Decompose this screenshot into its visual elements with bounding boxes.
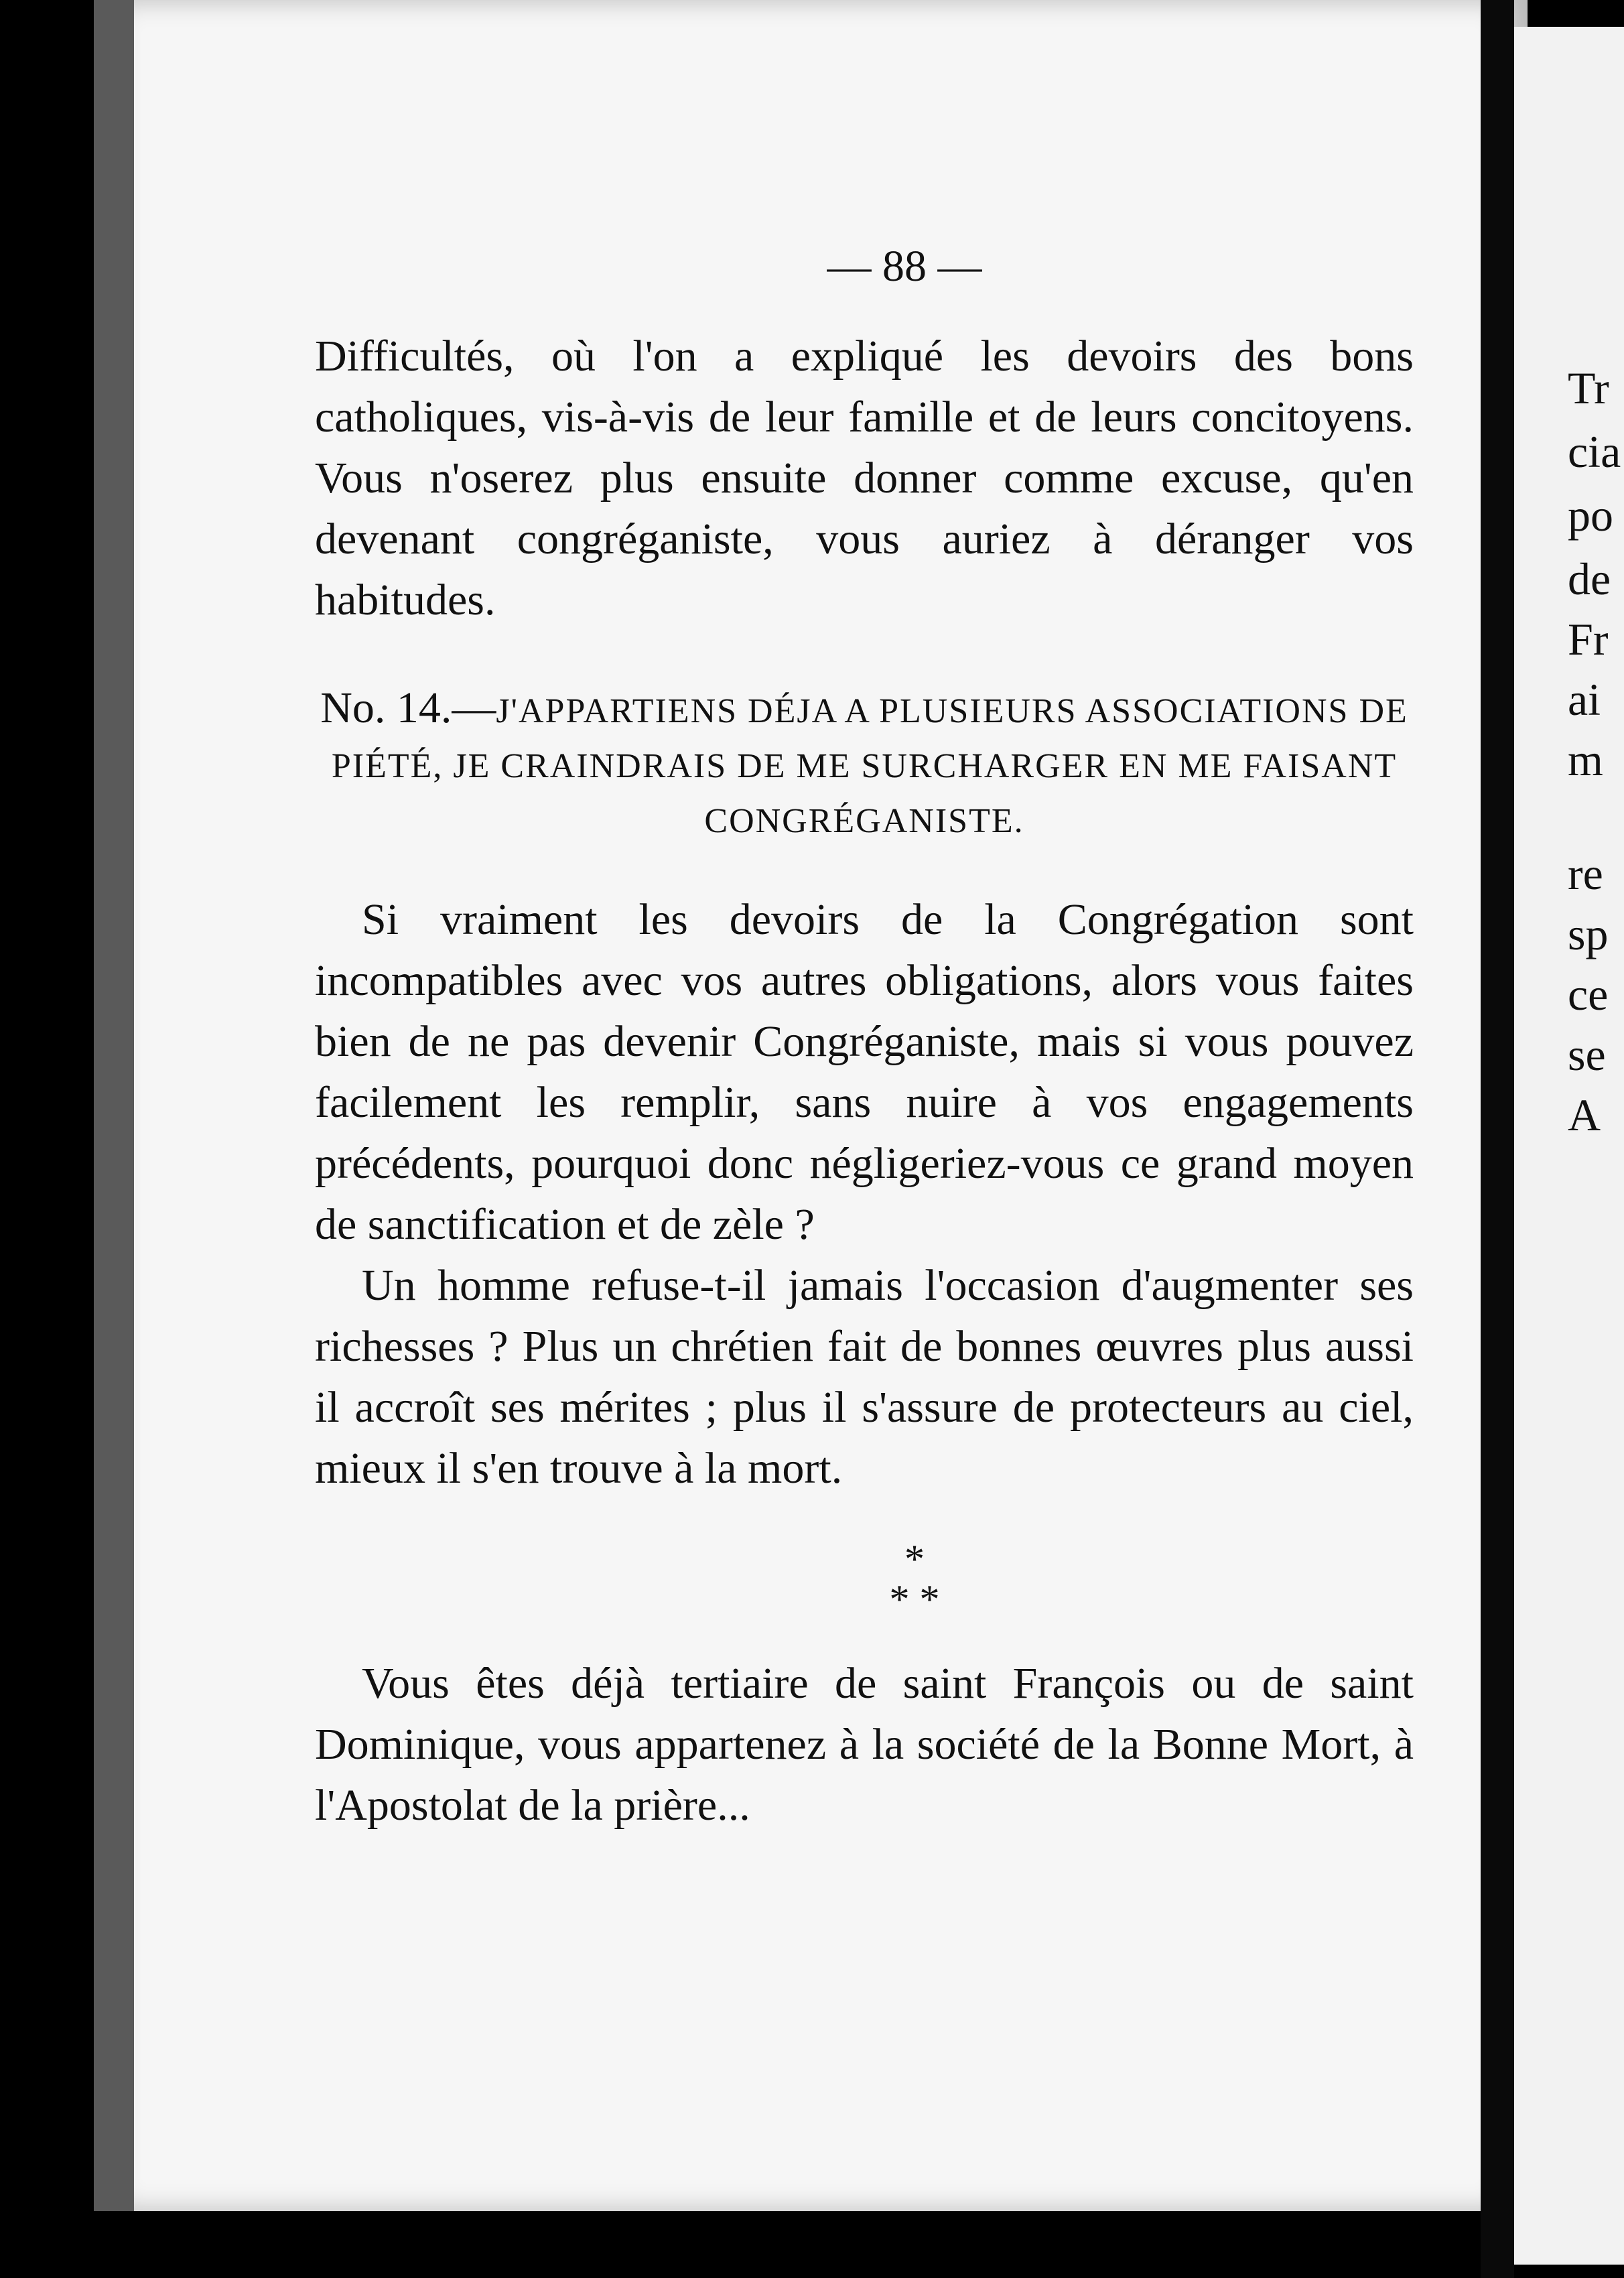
asterism-top: * bbox=[904, 1537, 925, 1581]
paragraph-difficultes: Difficultés, où l'on a expliqué les devoirs des bons catholiques, vis-à-vis de leur famille et de leurs concitoyens. Vous n'oserez plus ensuite donner comme excuse, qu'en devenant congréganiste, vous auriez à déranger vos habitudes. bbox=[315, 332, 1414, 624]
right-page-fragment: Tr bbox=[1568, 362, 1609, 413]
asterism-separator bbox=[315, 1539, 1414, 1619]
right-page-fragment: ce bbox=[1568, 969, 1609, 1020]
right-page-fragment: de bbox=[1568, 553, 1611, 604]
right-page-fragment: ai bbox=[1568, 674, 1601, 725]
answer-paragraph: Si vraiment les devoirs de la Congrégation sont incompatibles avec vos autres obligations, alors vous faites bien de ne pas devenir Congréganiste, mais si vous pouvez facilement les remplir, sans nuire à vos engagements précédents, pourquoi donc négligeriez-vous ce grand moyen de sanctification et de zèle ? bbox=[315, 895, 1414, 1249]
question-number: No. 14.— bbox=[320, 683, 496, 732]
question-text: J'APPARTIENS DÉJA A PLUSIEURS ASSOCIATIONS DE PIÉTÉ, JE CRAINDRAIS DE ME SURCHARGER EN ME FAISANT CONGRÉGANISTE. bbox=[331, 692, 1408, 840]
right-page-fragment: re bbox=[1568, 848, 1603, 899]
book-gutter bbox=[1481, 0, 1514, 2278]
right-page-fragment: Fr bbox=[1568, 614, 1609, 665]
right-page-fragment: sp bbox=[1568, 909, 1609, 959]
right-page-fragment: A bbox=[1568, 1089, 1601, 1140]
question-heading bbox=[315, 681, 1414, 849]
answer-paragraph: Un homme refuse-t-il jamais l'occasion d'augmenter ses richesses ? Plus un chrétien fait de bonnes œuvres plus aussi il accroît ses mérites ; plus il s'assure de protecteurs au ciel, mieux il s'en trouve à la mort. bbox=[315, 1261, 1414, 1493]
page-number: — 88 — bbox=[827, 242, 982, 291]
asterism-bottom: * * bbox=[889, 1577, 940, 1621]
right-page-fragment: po bbox=[1568, 490, 1613, 541]
right-page-edge bbox=[1514, 27, 1624, 2265]
right-page-fragment: cia bbox=[1568, 426, 1621, 477]
page-content bbox=[315, 241, 1414, 1836]
right-page-fragment: se bbox=[1568, 1029, 1606, 1080]
closing-paragraph: Vous êtes déjà tertiaire de saint François ou de saint Dominique, vous appartenez à la société de la Bonne Mort, à l'Apostolat de la prière... bbox=[315, 1659, 1414, 1830]
right-page-fragment: m bbox=[1568, 734, 1603, 785]
